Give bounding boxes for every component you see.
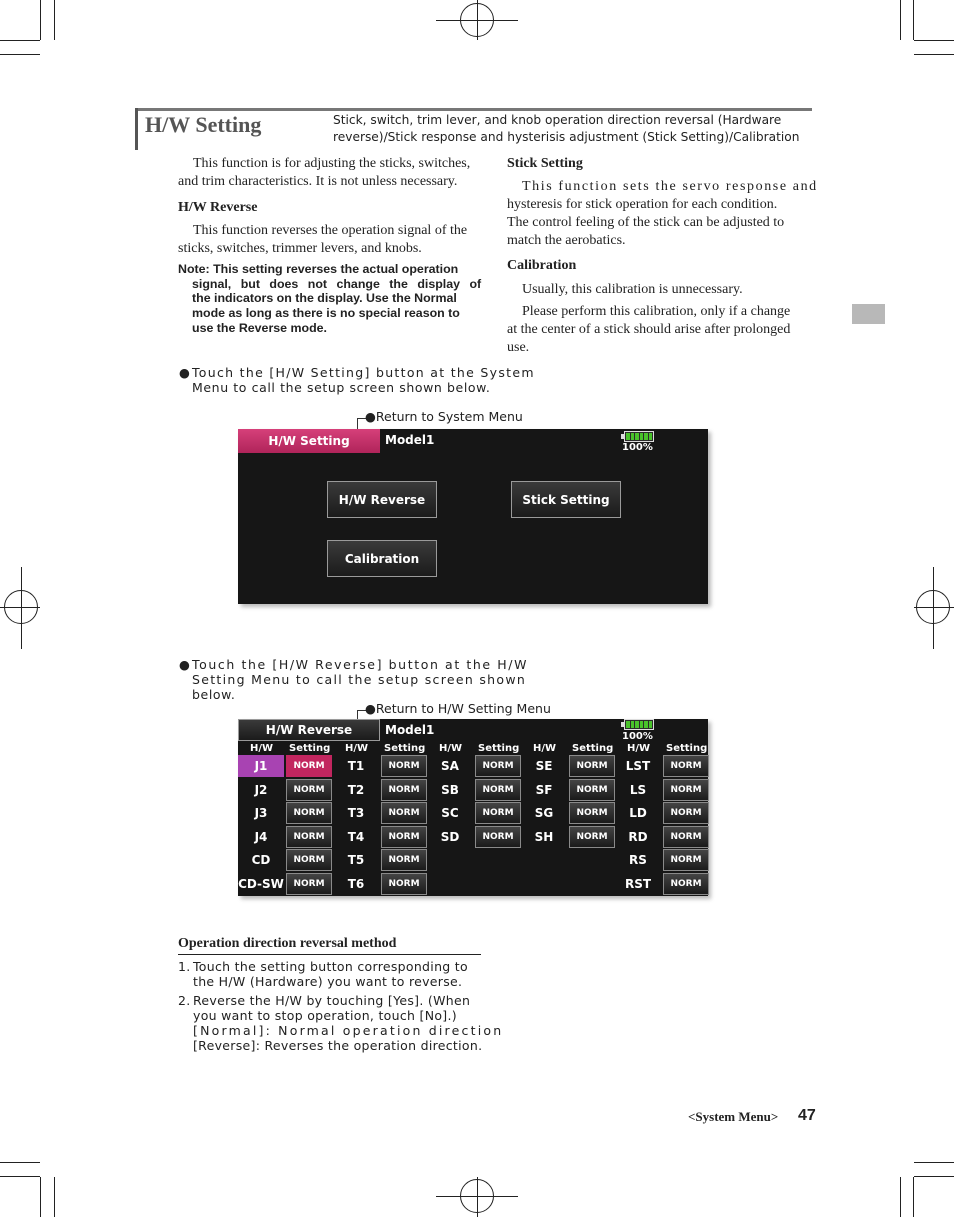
setting-button-sg[interactable]: NORM (569, 802, 615, 824)
column-header-setting: Setting (572, 743, 614, 754)
stick-setting-paragraph: This function sets the servo response and hysteresis for stick operation for each condition. The control feeling of the stick can be adjusted to match the aerobatics. (507, 179, 818, 248)
setting-button-t6[interactable]: NORM (381, 873, 427, 895)
hw-label-t4: T4 (347, 830, 365, 844)
battery-percent: 100% (622, 731, 653, 742)
setting-button-j2[interactable]: NORM (286, 779, 332, 801)
operation-rule (178, 954, 481, 955)
hw-label-t1: T1 (347, 759, 365, 773)
hw-label-sh: SH (534, 830, 554, 844)
column-header-hw: H/W (533, 743, 557, 754)
setting-button-rst[interactable]: NORM (663, 873, 709, 895)
battery-icon (624, 431, 654, 442)
intro-paragraph: This function is for adjusting the sticks, switches, and trim characteristics. It is not unless necessary. (178, 156, 471, 189)
setting-button-t5[interactable]: NORM (381, 849, 427, 871)
battery-nub (621, 722, 624, 727)
section-tab (852, 304, 885, 324)
hw-label-sb: SB (441, 783, 459, 797)
hw-label-t3: T3 (347, 806, 365, 820)
hw-label-sd: SD (440, 830, 460, 844)
setting-button-ls[interactable]: NORM (663, 779, 709, 801)
hw-label-ls: LS (629, 783, 647, 797)
setting-button-rs[interactable]: NORM (663, 849, 709, 871)
setting-button-sh[interactable]: NORM (569, 826, 615, 848)
note-block: Note: This setting reverses the actual operation signal, but does not change the display of the indicators on the display. Use the Normal mode as long as there is no special reason to use the Reverse mode. (178, 262, 482, 335)
setting-button-sd[interactable]: NORM (475, 826, 521, 848)
page-subtitle: Stick, switch, trim lever, and knob operation direction reversal (Hardware reverse)/Stick response and hysterisis adjustment (Stick Setting)/Calibration (333, 113, 800, 144)
column-header-setting: Setting (289, 743, 331, 754)
column-header-hw: H/W (627, 743, 651, 754)
callout-return-system-menu: ●Return to System Menu (365, 409, 523, 424)
callout-return-hw-setting-menu: ●Return to H/W Setting Menu (365, 701, 551, 716)
setting-button-j4[interactable]: NORM (286, 826, 332, 848)
footer-section: <System Menu> (688, 1109, 779, 1124)
setting-button-se[interactable]: NORM (569, 755, 615, 777)
setting-button-sb[interactable]: NORM (475, 779, 521, 801)
bullet-hw-reverse: ● Touch the [H/W Reverse] button at the H/W Setting Menu to call the setup screen shown below. (179, 657, 529, 702)
hw-label-j1: J1 (238, 755, 284, 777)
setting-button-t2[interactable]: NORM (381, 779, 427, 801)
setting-button-t4[interactable]: NORM (381, 826, 427, 848)
hw-label-sa: SA (441, 759, 459, 773)
model-name: Model1 (385, 433, 435, 447)
setting-button-rd[interactable]: NORM (663, 826, 709, 848)
setting-button-j1[interactable]: NORM (286, 755, 332, 777)
column-header-hw: H/W (345, 743, 369, 754)
hw-reverse-paragraph: This function reverses the operation signal of the sticks, switches, trimmer levers, and knobs. (178, 223, 468, 256)
stick-setting-button[interactable]: Stick Setting (511, 481, 621, 518)
hw-label-lst: LST (625, 759, 651, 773)
hw-label-rd: RD (628, 830, 648, 844)
column-header-setting: Setting (478, 743, 520, 754)
hw-label-sf: SF (535, 783, 553, 797)
column-header-hw: H/W (250, 743, 274, 754)
setting-button-cd-sw[interactable]: NORM (286, 873, 332, 895)
calibration-heading: Calibration (507, 258, 577, 273)
setting-button-sa[interactable]: NORM (475, 755, 521, 777)
hw-label-t2: T2 (347, 783, 365, 797)
calibration-paragraph-2: Please perform this calibration, only if a change at the center of a stick should arise after prolonged use. (507, 304, 791, 355)
setting-button-cd[interactable]: NORM (286, 849, 332, 871)
page-title: H/W Setting (145, 112, 262, 137)
hw-label-se: SE (535, 759, 553, 773)
setting-button-lst[interactable]: NORM (663, 755, 709, 777)
operation-step-1: 1. Touch the setting button corresponding to the H/W (Hardware) you want to reverse. (178, 959, 468, 989)
calibration-paragraph-1: Usually, this calibration is unnecessary. (522, 282, 743, 297)
hw-label-ld: LD (629, 806, 647, 820)
hw-reverse-screen (238, 719, 708, 896)
hw-label-cd: CD (251, 853, 271, 867)
hw-reverse-button[interactable]: H/W Reverse (327, 481, 437, 518)
battery-percent: 100% (622, 442, 653, 453)
hw-label-cd-sw: CD-SW (238, 877, 284, 891)
battery-nub (621, 434, 624, 439)
column-header-hw: H/W (439, 743, 463, 754)
calibration-button[interactable]: Calibration (327, 540, 437, 577)
setting-button-t1[interactable]: NORM (381, 755, 427, 777)
stick-setting-heading: Stick Setting (507, 156, 583, 171)
hw-label-rst: RST (624, 877, 652, 891)
hw-label-rs: RS (629, 853, 647, 867)
header-left-rule (135, 108, 138, 150)
setting-button-sf[interactable]: NORM (569, 779, 615, 801)
operation-heading: Operation direction reversal method (178, 936, 397, 951)
hw-label-t6: T6 (347, 877, 365, 891)
hw-label-sg: SG (534, 806, 554, 820)
hw-setting-screen (238, 429, 708, 604)
hw-reverse-title-button[interactable]: H/W Reverse (238, 719, 380, 741)
column-header-setting: Setting (666, 743, 708, 754)
hw-reverse-heading: H/W Reverse (178, 200, 258, 215)
operation-step-2: 2. Reverse the H/W by touching [Yes]. (When you want to stop operation, touch [No].) [Normal]: Normal operation direction [Reverse]: Reverses the operation direction. (178, 993, 504, 1053)
page-number: 47 (798, 1107, 816, 1124)
setting-button-j3[interactable]: NORM (286, 802, 332, 824)
setting-button-t3[interactable]: NORM (381, 802, 427, 824)
setting-button-sc[interactable]: NORM (475, 802, 521, 824)
hw-label-sc: SC (441, 806, 459, 820)
hw-label-t5: T5 (347, 853, 365, 867)
setting-button-ld[interactable]: NORM (663, 802, 709, 824)
hw-label-j3: J3 (254, 806, 268, 820)
bullet-hw-setting: ● Touch the [H/W Setting] button at the System Menu to call the setup screen shown below. (179, 365, 535, 395)
column-header-setting: Setting (384, 743, 426, 754)
battery-icon (624, 719, 654, 730)
header-rule (135, 108, 812, 111)
hw-label-j4: J4 (254, 830, 268, 844)
hw-label-j2: J2 (254, 783, 268, 797)
model-name: Model1 (385, 723, 435, 737)
hw-setting-title-button[interactable]: H/W Setting (238, 429, 380, 453)
